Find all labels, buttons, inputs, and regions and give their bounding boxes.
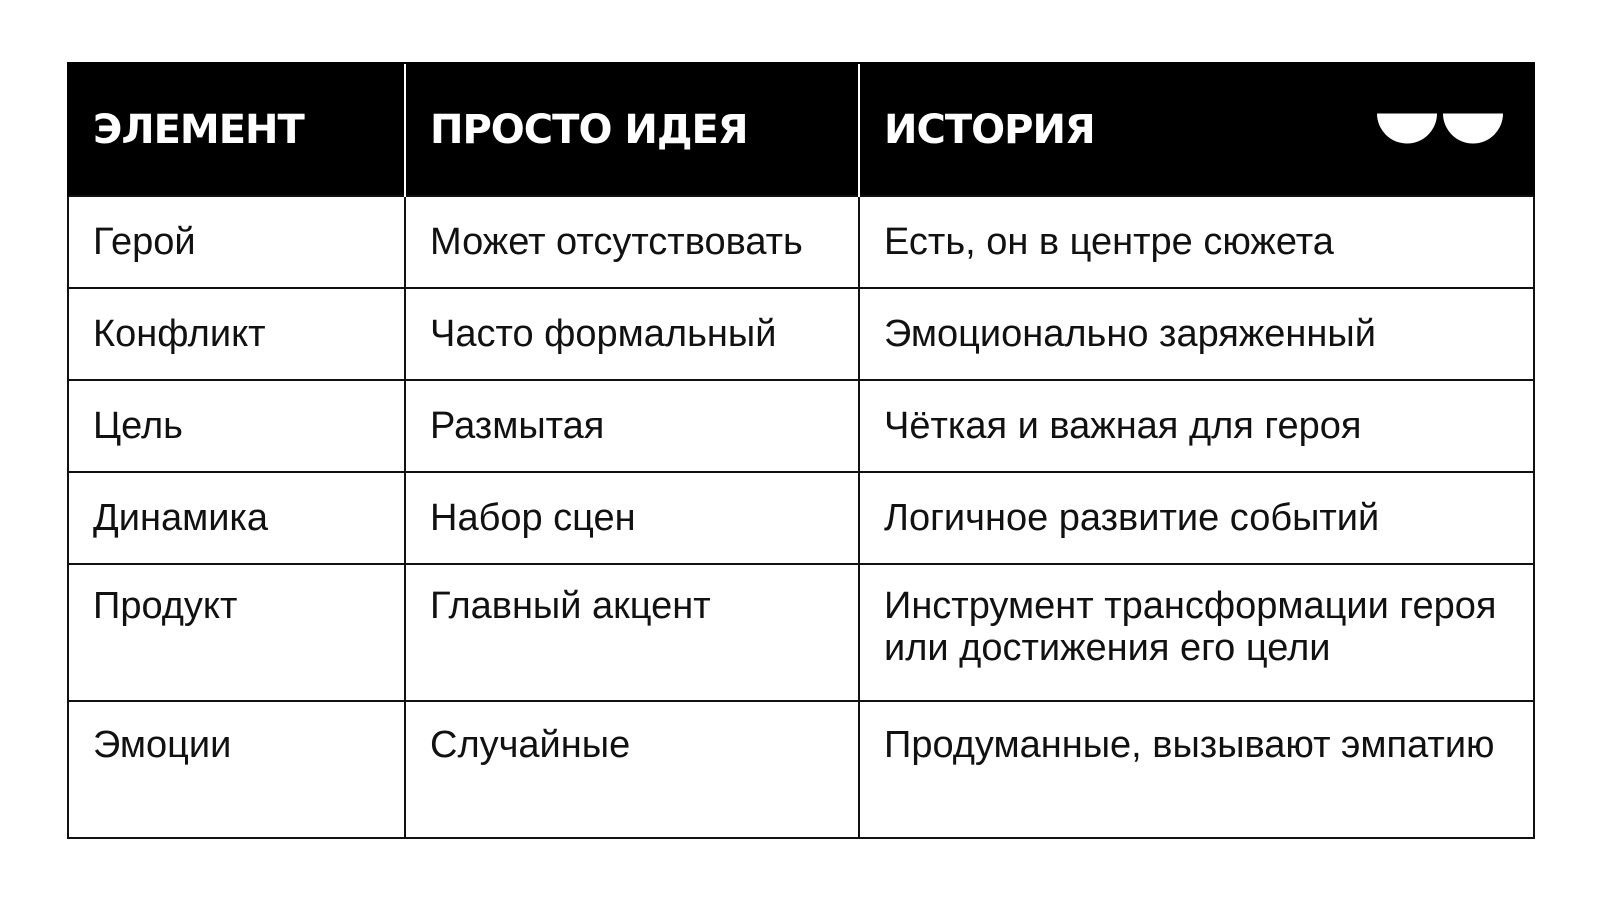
table-cell: Может отсутствовать [405,196,859,288]
header-story-cell [859,63,1534,196]
table-cell: Часто формальный [405,288,859,380]
right-semicircle-shape [1443,113,1503,143]
table-row [68,701,1534,838]
comparison-table-container [67,62,1533,839]
header-story: ИСТОРИЯ [884,106,1095,153]
table-cell: Есть, он в центре сюжета [859,196,1534,288]
table-row [68,380,1534,472]
table-cell: Главный акцент [405,564,859,701]
table-cell: Продуманные, вызывают эмпатию [859,701,1534,838]
table-row [68,472,1534,564]
table-cell: Продукт [68,564,405,701]
table-cell: Инструмент трансформации героя или достижения его цели [859,564,1534,701]
table-cell: Случайные [405,701,859,838]
table-row [68,196,1534,288]
left-semicircle-shape [1377,113,1437,143]
table-cell: Эмоционально заряженный [859,288,1534,380]
table-cell: Динамика [68,472,405,564]
table-body [68,196,1534,838]
table-row [68,288,1534,380]
table-cell: Логичное развитие событий [859,472,1534,564]
table-cell: Цель [68,380,405,472]
table-header [68,63,1534,196]
table-cell: Эмоции [68,701,405,838]
table-cell: Конфликт [68,288,405,380]
table-cell: Герой [68,196,405,288]
header-row [68,63,1534,196]
comparison-table [67,62,1535,839]
header-just-idea: ПРОСТО ИДЕЯ [405,63,859,196]
table-cell: Набор сцен [405,472,859,564]
header-element: ЭЛЕМЕНТ [68,63,405,196]
table-cell: Чёткая и важная для героя [859,380,1534,472]
table-cell: Размытая [405,380,859,472]
table-row [68,564,1534,701]
double-semicircle-logo-icon [1377,113,1503,143]
